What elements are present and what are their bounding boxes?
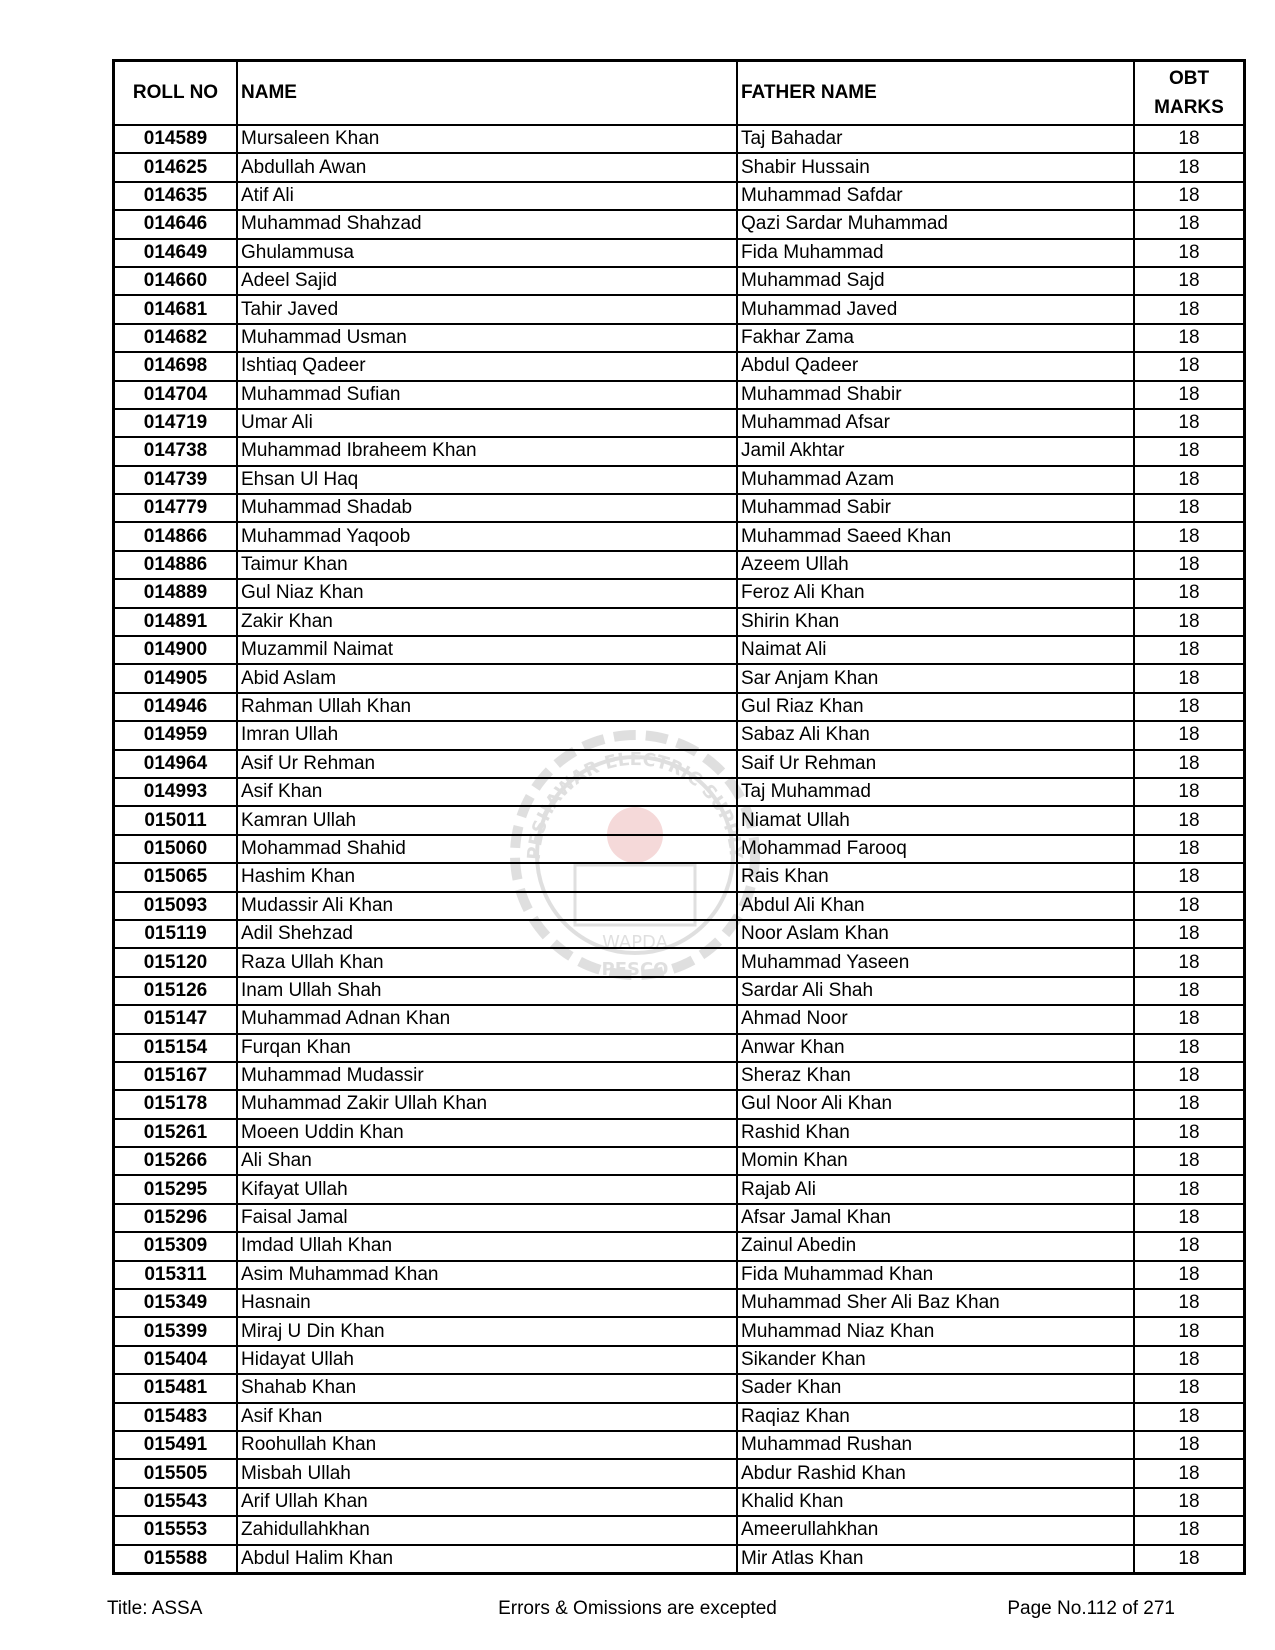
name-cell: Asif Ur Rehman: [237, 750, 737, 778]
obt-marks-cell: 18: [1134, 892, 1245, 920]
name-cell: Imran Ullah: [237, 721, 737, 749]
table-row: [114, 636, 1245, 664]
roll-no-cell: 015553: [114, 1516, 238, 1544]
father-name-cell: Sabaz Ali Khan: [737, 721, 1134, 749]
father-name-cell: Muhammad Niaz Khan: [737, 1317, 1134, 1345]
roll-no-cell: 014905: [114, 664, 238, 692]
roll-no-cell: 015295: [114, 1175, 238, 1203]
name-cell: Muhammad Adnan Khan: [237, 1005, 737, 1033]
roll-no-cell: 015349: [114, 1289, 238, 1317]
obt-marks-cell: 18: [1134, 1289, 1245, 1317]
obt-marks-cell: 18: [1134, 466, 1245, 494]
name-cell: Zakir Khan: [237, 608, 737, 636]
name-cell: Hasnain: [237, 1289, 737, 1317]
roll-no-cell: 015483: [114, 1403, 238, 1431]
table-row: [114, 1431, 1245, 1459]
obt-marks-cell: 18: [1134, 153, 1245, 181]
obt-marks-cell: 18: [1134, 750, 1245, 778]
table-row: [114, 863, 1245, 891]
name-cell: Muhammad Shadab: [237, 494, 737, 522]
roll-no-cell: 015399: [114, 1317, 238, 1345]
roll-no-cell: 014993: [114, 778, 238, 806]
header-roll-no: ROLL NO: [114, 61, 238, 126]
name-cell: Taimur Khan: [237, 551, 737, 579]
roll-no-cell: 015126: [114, 977, 238, 1005]
roll-no-cell: 014738: [114, 437, 238, 465]
table-row: [114, 295, 1245, 323]
footer-title: Title: ASSA: [107, 1598, 203, 1619]
obt-marks-cell: 18: [1134, 863, 1245, 891]
father-name-cell: Momin Khan: [737, 1147, 1134, 1175]
name-cell: Ishtiaq Qadeer: [237, 352, 737, 380]
name-cell: Muhammad Shahzad: [237, 210, 737, 238]
father-name-cell: Sheraz Khan: [737, 1062, 1134, 1090]
obt-marks-cell: 18: [1134, 664, 1245, 692]
roll-no-cell: 015404: [114, 1346, 238, 1374]
roll-no-cell: 015309: [114, 1232, 238, 1260]
roll-no-cell: 015167: [114, 1062, 238, 1090]
obt-marks-cell: 18: [1134, 551, 1245, 579]
roll-no-cell: 014959: [114, 721, 238, 749]
obt-marks-cell: 18: [1134, 636, 1245, 664]
obt-marks-cell: 18: [1134, 522, 1245, 550]
obt-marks-cell: 18: [1134, 1090, 1245, 1118]
name-cell: Zahidullahkhan: [237, 1516, 737, 1544]
table-row: [114, 1232, 1245, 1260]
obt-marks-cell: 18: [1134, 295, 1245, 323]
name-cell: Misbah Ullah: [237, 1459, 737, 1487]
roll-no-cell: 014698: [114, 352, 238, 380]
obt-marks-cell: 18: [1134, 267, 1245, 295]
table-row: [114, 977, 1245, 1005]
table-row: [114, 664, 1245, 692]
name-cell: Asif Khan: [237, 778, 737, 806]
father-name-cell: Qazi Sardar Muhammad: [737, 210, 1134, 238]
roll-no-cell: 015261: [114, 1119, 238, 1147]
father-name-cell: Muhammad Sher Ali Baz Khan: [737, 1289, 1134, 1317]
name-cell: Rahman Ullah Khan: [237, 693, 737, 721]
table-row: [114, 153, 1245, 181]
name-cell: Mohammad Shahid: [237, 835, 737, 863]
father-name-cell: Saif Ur Rehman: [737, 750, 1134, 778]
table-row: [114, 1317, 1245, 1345]
table-header-row: [114, 61, 1245, 126]
father-name-cell: Mohammad Farooq: [737, 835, 1134, 863]
father-name-cell: Muhammad Safdar: [737, 182, 1134, 210]
table-row: [114, 1034, 1245, 1062]
roll-no-cell: 015147: [114, 1005, 238, 1033]
name-cell: Muhammad Ibraheem Khan: [237, 437, 737, 465]
name-cell: Ehsan Ul Haq: [237, 466, 737, 494]
roll-no-cell: 014625: [114, 153, 238, 181]
name-cell: Muhammad Yaqoob: [237, 522, 737, 550]
obt-marks-cell: 18: [1134, 210, 1245, 238]
name-cell: Gul Niaz Khan: [237, 579, 737, 607]
father-name-cell: Anwar Khan: [737, 1034, 1134, 1062]
header-obt-marks: [1134, 61, 1245, 126]
table-row: [114, 1005, 1245, 1033]
roll-no-cell: 014866: [114, 522, 238, 550]
obt-marks-cell: 18: [1134, 835, 1245, 863]
name-cell: Abdullah Awan: [237, 153, 737, 181]
table-row: [114, 1346, 1245, 1374]
obt-marks-cell: 18: [1134, 1431, 1245, 1459]
obt-marks-cell: 18: [1134, 1545, 1245, 1574]
table-row: [114, 1459, 1245, 1487]
table-row: [114, 778, 1245, 806]
obt-marks-cell: 18: [1134, 806, 1245, 834]
name-cell: Ali Shan: [237, 1147, 737, 1175]
name-cell: Furqan Khan: [237, 1034, 737, 1062]
roll-no-cell: 014589: [114, 125, 238, 153]
obt-marks-cell: 18: [1134, 1062, 1245, 1090]
obt-marks-cell: 18: [1134, 1034, 1245, 1062]
roll-no-cell: 014682: [114, 324, 238, 352]
obt-marks-cell: 18: [1134, 1005, 1245, 1033]
svg-text:PESCO: PESCO: [601, 959, 669, 980]
name-cell: Muhammad Sufian: [237, 381, 737, 409]
roll-no-cell: 015296: [114, 1204, 238, 1232]
father-name-cell: Shabir Hussain: [737, 153, 1134, 181]
name-cell: Ghulammusa: [237, 239, 737, 267]
name-cell: Muzammil Naimat: [237, 636, 737, 664]
name-cell: Miraj U Din Khan: [237, 1317, 737, 1345]
name-cell: Abdul Halim Khan: [237, 1545, 737, 1574]
table-row: [114, 948, 1245, 976]
father-name-cell: Rais Khan: [737, 863, 1134, 891]
table-row: [114, 693, 1245, 721]
father-name-cell: Fida Muhammad: [737, 239, 1134, 267]
table-row: [114, 210, 1245, 238]
father-name-cell: Noor Aslam Khan: [737, 920, 1134, 948]
roll-no-cell: 014891: [114, 608, 238, 636]
roll-no-cell: 015491: [114, 1431, 238, 1459]
table-row: [114, 409, 1245, 437]
father-name-cell: Rashid Khan: [737, 1119, 1134, 1147]
roll-no-cell: 015093: [114, 892, 238, 920]
father-name-cell: Muhammad Javed: [737, 295, 1134, 323]
roll-no-cell: 014660: [114, 267, 238, 295]
results-table: [112, 59, 1246, 1575]
table-row: [114, 806, 1245, 834]
name-cell: Kamran Ullah: [237, 806, 737, 834]
roll-no-cell: 014635: [114, 182, 238, 210]
table-row: [114, 551, 1245, 579]
roll-no-cell: 015120: [114, 948, 238, 976]
table-row: [114, 1488, 1245, 1516]
obt-marks-cell: 18: [1134, 1119, 1245, 1147]
obt-marks-cell: 18: [1134, 920, 1245, 948]
obt-marks-cell: 18: [1134, 1403, 1245, 1431]
roll-no-cell: 015119: [114, 920, 238, 948]
table-row: [114, 466, 1245, 494]
name-cell: Muhammad Usman: [237, 324, 737, 352]
table-row: [114, 608, 1245, 636]
roll-no-cell: 014646: [114, 210, 238, 238]
name-cell: Shahab Khan: [237, 1374, 737, 1402]
table-row: [114, 1374, 1245, 1402]
father-name-cell: Feroz Ali Khan: [737, 579, 1134, 607]
father-name-cell: Muhammad Azam: [737, 466, 1134, 494]
header-father-name: FATHER NAME: [737, 61, 1134, 126]
obt-marks-cell: 18: [1134, 1374, 1245, 1402]
roll-no-cell: 015505: [114, 1459, 238, 1487]
name-cell: Arif Ullah Khan: [237, 1488, 737, 1516]
name-cell: Inam Ullah Shah: [237, 977, 737, 1005]
table-row: [114, 1175, 1245, 1203]
roll-no-cell: 015154: [114, 1034, 238, 1062]
table-row: [114, 522, 1245, 550]
table-row: [114, 1289, 1245, 1317]
father-name-cell: Azeem Ullah: [737, 551, 1134, 579]
father-name-cell: Muhammad Rushan: [737, 1431, 1134, 1459]
obt-marks-cell: 18: [1134, 1204, 1245, 1232]
roll-no-cell: 015311: [114, 1261, 238, 1289]
father-name-cell: Abdur Rashid Khan: [737, 1459, 1134, 1487]
obt-marks-cell: 18: [1134, 1459, 1245, 1487]
table-row: [114, 494, 1245, 522]
obt-marks-cell: 18: [1134, 1261, 1245, 1289]
name-cell: Asif Khan: [237, 1403, 737, 1431]
obt-marks-cell: 18: [1134, 608, 1245, 636]
obt-marks-cell: 18: [1134, 1175, 1245, 1203]
table-row: [114, 750, 1245, 778]
father-name-cell: Rajab Ali: [737, 1175, 1134, 1203]
roll-no-cell: 015065: [114, 863, 238, 891]
father-name-cell: Muhammad Sajd: [737, 267, 1134, 295]
name-cell: Mursaleen Khan: [237, 125, 737, 153]
table-row: [114, 835, 1245, 863]
name-cell: Hidayat Ullah: [237, 1346, 737, 1374]
roll-no-cell: 015060: [114, 835, 238, 863]
name-cell: Adil Shehzad: [237, 920, 737, 948]
name-cell: Kifayat Ullah: [237, 1175, 737, 1203]
roll-no-cell: 015011: [114, 806, 238, 834]
obt-marks-cell: 18: [1134, 182, 1245, 210]
obt-marks-cell: 18: [1134, 239, 1245, 267]
obt-marks-cell: 18: [1134, 352, 1245, 380]
obt-marks-cell: 18: [1134, 1232, 1245, 1260]
father-name-cell: Khalid Khan: [737, 1488, 1134, 1516]
father-name-cell: Abdul Ali Khan: [737, 892, 1134, 920]
father-name-cell: Raqiaz Khan: [737, 1403, 1134, 1431]
obt-marks-cell: 18: [1134, 778, 1245, 806]
obt-marks-cell: 18: [1134, 977, 1245, 1005]
roll-no-cell: 014779: [114, 494, 238, 522]
obt-marks-cell: 18: [1134, 579, 1245, 607]
roll-no-cell: 015543: [114, 1488, 238, 1516]
roll-no-cell: 015266: [114, 1147, 238, 1175]
table-body: [114, 125, 1245, 1573]
name-cell: Asim Muhammad Khan: [237, 1261, 737, 1289]
obt-marks-cell: 18: [1134, 125, 1245, 153]
table-row: [114, 437, 1245, 465]
table-row: [114, 1204, 1245, 1232]
father-name-cell: Gul Noor Ali Khan: [737, 1090, 1134, 1118]
name-cell: Abid Aslam: [237, 664, 737, 692]
roll-no-cell: 015178: [114, 1090, 238, 1118]
name-cell: Raza Ullah Khan: [237, 948, 737, 976]
obt-marks-cell: 18: [1134, 721, 1245, 749]
obt-marks-cell: 18: [1134, 437, 1245, 465]
father-name-cell: Niamat Ullah: [737, 806, 1134, 834]
table-row: [114, 1545, 1245, 1574]
father-name-cell: Sader Khan: [737, 1374, 1134, 1402]
table-row: [114, 239, 1245, 267]
obt-marks-cell: 18: [1134, 1147, 1245, 1175]
father-name-cell: Jamil Akhtar: [737, 437, 1134, 465]
roll-no-cell: 014946: [114, 693, 238, 721]
name-cell: Tahir Javed: [237, 295, 737, 323]
father-name-cell: Sardar Ali Shah: [737, 977, 1134, 1005]
name-cell: Muhammad Zakir Ullah Khan: [237, 1090, 737, 1118]
father-name-cell: Naimat Ali: [737, 636, 1134, 664]
father-name-cell: Fakhar Zama: [737, 324, 1134, 352]
father-name-cell: Muhammad Yaseen: [737, 948, 1134, 976]
footer-page-number: Page No.112 of 271: [1007, 1598, 1175, 1619]
father-name-cell: Ahmad Noor: [737, 1005, 1134, 1033]
roll-no-cell: 014681: [114, 295, 238, 323]
obt-marks-cell: 18: [1134, 1346, 1245, 1374]
obt-marks-cell: 18: [1134, 409, 1245, 437]
obt-marks-cell: 18: [1134, 381, 1245, 409]
father-name-cell: Sikander Khan: [737, 1346, 1134, 1374]
roll-no-cell: 014900: [114, 636, 238, 664]
table-row: [114, 1403, 1245, 1431]
svg-text:WAPDA: WAPDA: [602, 932, 668, 953]
table-row: [114, 1516, 1245, 1544]
obt-marks-cell: 18: [1134, 1317, 1245, 1345]
name-cell: Faisal Jamal: [237, 1204, 737, 1232]
header-obt-marks-line1: OBT: [1168, 68, 1210, 89]
father-name-cell: Mir Atlas Khan: [737, 1545, 1134, 1574]
roll-no-cell: 014719: [114, 409, 238, 437]
roll-no-cell: 014889: [114, 579, 238, 607]
name-cell: Hashim Khan: [237, 863, 737, 891]
obt-marks-cell: 18: [1134, 324, 1245, 352]
table-row: [114, 920, 1245, 948]
name-cell: Adeel Sajid: [237, 267, 737, 295]
name-cell: Moeen Uddin Khan: [237, 1119, 737, 1147]
father-name-cell: Sar Anjam Khan: [737, 664, 1134, 692]
father-name-cell: Afsar Jamal Khan: [737, 1204, 1134, 1232]
roll-no-cell: 014649: [114, 239, 238, 267]
obt-marks-cell: 18: [1134, 494, 1245, 522]
table-row: [114, 1119, 1245, 1147]
obt-marks-cell: 18: [1134, 1488, 1245, 1516]
name-cell: Atif Ali: [237, 182, 737, 210]
father-name-cell: Muhammad Afsar: [737, 409, 1134, 437]
father-name-cell: Fida Muhammad Khan: [737, 1261, 1134, 1289]
father-name-cell: Shirin Khan: [737, 608, 1134, 636]
roll-no-cell: 014739: [114, 466, 238, 494]
table-row: [114, 125, 1245, 153]
table-row: [114, 267, 1245, 295]
header-obt-marks-line2: MARKS: [1154, 97, 1224, 118]
table-row: [114, 1147, 1245, 1175]
name-cell: Mudassir Ali Khan: [237, 892, 737, 920]
name-cell: Umar Ali: [237, 409, 737, 437]
table-row: [114, 381, 1245, 409]
roll-no-cell: 014886: [114, 551, 238, 579]
table-row: [114, 1062, 1245, 1090]
father-name-cell: Abdul Qadeer: [737, 352, 1134, 380]
roll-no-cell: 014964: [114, 750, 238, 778]
table-row: [114, 324, 1245, 352]
name-cell: Roohullah Khan: [237, 1431, 737, 1459]
father-name-cell: Muhammad Saeed Khan: [737, 522, 1134, 550]
obt-marks-cell: 18: [1134, 693, 1245, 721]
roll-no-cell: 015481: [114, 1374, 238, 1402]
table-row: [114, 892, 1245, 920]
father-name-cell: Gul Riaz Khan: [737, 693, 1134, 721]
table-row: [114, 721, 1245, 749]
table-row: [114, 1261, 1245, 1289]
table-row: [114, 1090, 1245, 1118]
svg-text:PESHAWAR ELECTRIC SUPPLY: PESHAWAR ELECTRIC SUPPLY: [523, 748, 747, 861]
father-name-cell: Ameerullahkhan: [737, 1516, 1134, 1544]
table-row: [114, 579, 1245, 607]
obt-marks-cell: 18: [1134, 948, 1245, 976]
footer-disclaimer: Errors & Omissions are excepted: [498, 1598, 777, 1619]
header-name: NAME: [237, 61, 737, 126]
father-name-cell: Taj Muhammad: [737, 778, 1134, 806]
name-cell: Muhammad Mudassir: [237, 1062, 737, 1090]
roll-no-cell: 015588: [114, 1545, 238, 1574]
father-name-cell: Taj Bahadar: [737, 125, 1134, 153]
table-row: [114, 182, 1245, 210]
father-name-cell: Zainul Abedin: [737, 1232, 1134, 1260]
obt-marks-cell: 18: [1134, 1516, 1245, 1544]
father-name-cell: Muhammad Sabir: [737, 494, 1134, 522]
name-cell: Imdad Ullah Khan: [237, 1232, 737, 1260]
roll-no-cell: 014704: [114, 381, 238, 409]
father-name-cell: Muhammad Shabir: [737, 381, 1134, 409]
table-row: [114, 352, 1245, 380]
